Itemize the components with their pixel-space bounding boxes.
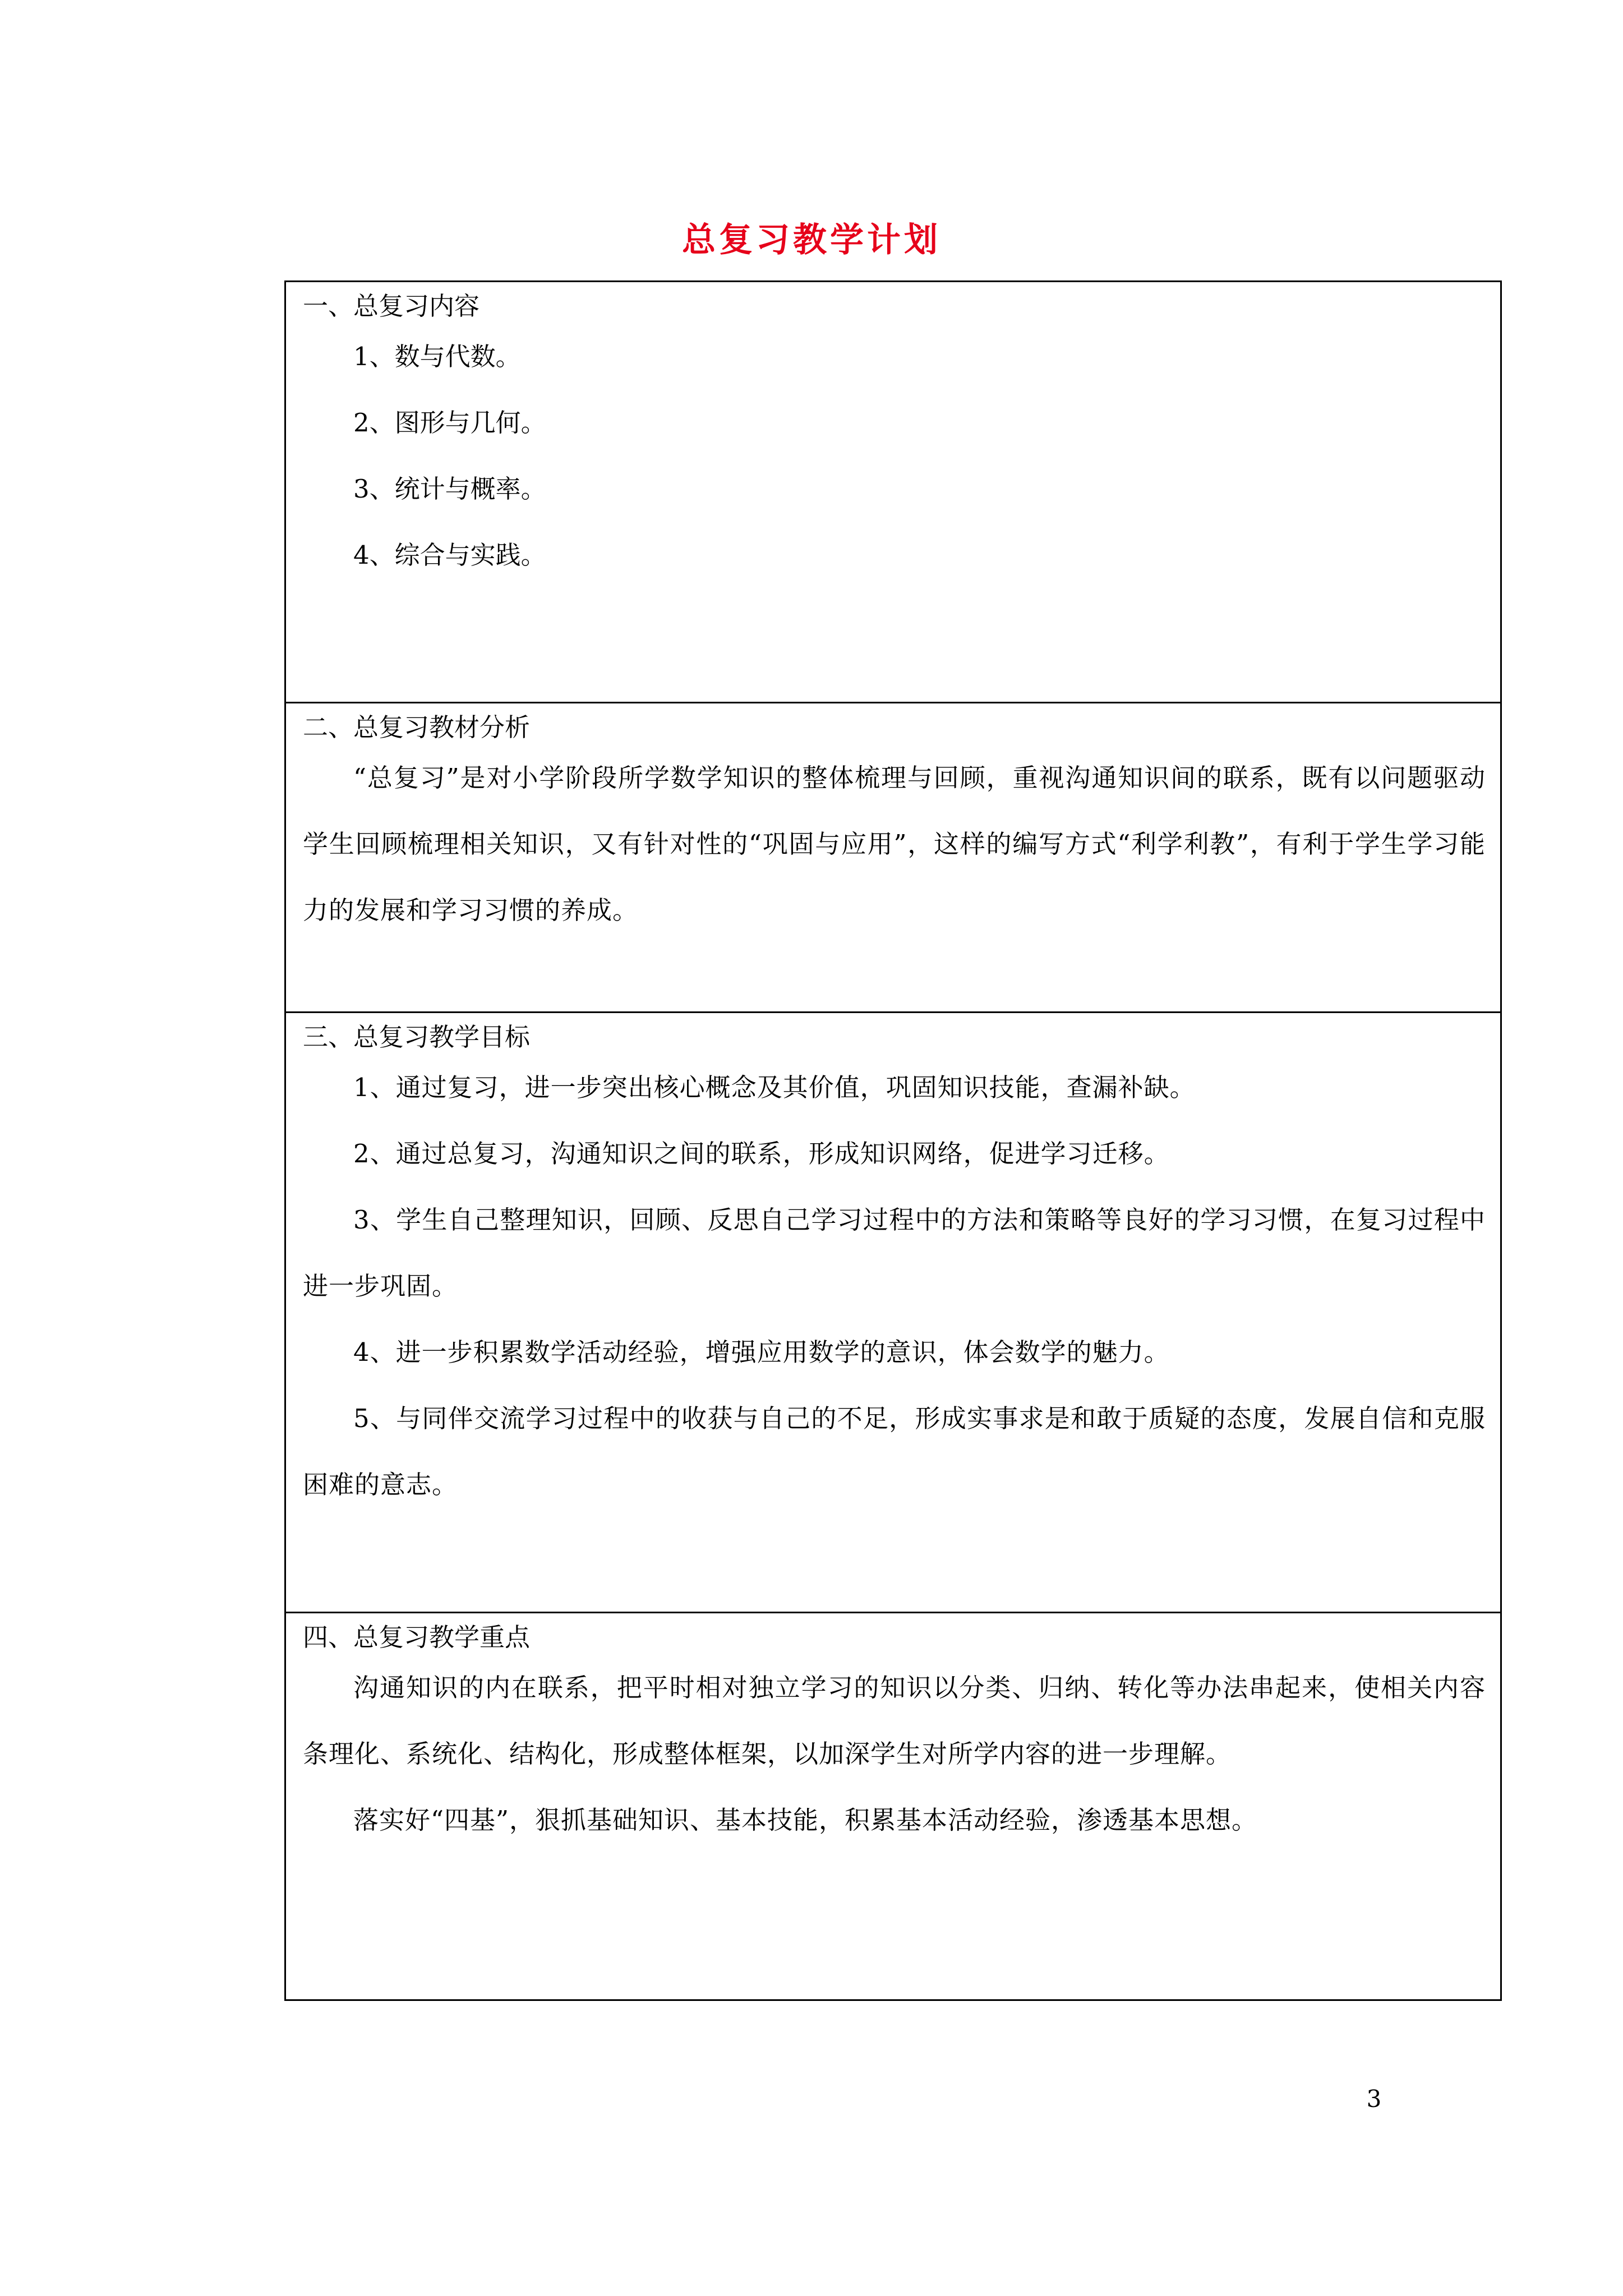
section-heading: 二、总复习教材分析	[303, 712, 531, 742]
list-item: 1、数与代数。	[353, 342, 521, 371]
paragraph: 4、进一步积累数学活动经验，增强应用数学的意识，体会数学的魅力。	[353, 1337, 1170, 1367]
list-item: 3、统计与概率。	[353, 474, 546, 504]
paragraph: 1、通过复习，进一步突出核心概念及其价值，巩固知识技能，查漏补缺。	[353, 1073, 1196, 1102]
list-item: 2、图形与几何。	[353, 408, 546, 438]
section-material-analysis	[286, 702, 1500, 1011]
section-review-content	[286, 282, 1500, 702]
list-item: 4、综合与实践。	[353, 540, 546, 570]
paragraph: 3、学生自己整理知识，回顾、反思自己学习过程中的方法和策略等良好的学习习惯，在复习过程中进一步巩固。	[303, 1205, 1486, 1301]
paragraph: “总复习”是对小学阶段所学数学知识的整体梳理与回顾，重视沟通知识间的联系，既有以问题驱动学生回顾梳理相关知识，又有针对性的“巩固与应用”，这样的编写方式“利学利教”，有利于学生学习能力的发展和学习习惯的养成。	[303, 763, 1486, 925]
section-heading: 三、总复习教学目标	[303, 1022, 531, 1052]
section-heading: 四、总复习教学重点	[303, 1622, 531, 1652]
paragraph: 2、通过总复习，沟通知识之间的联系，形成知识网络，促进学习迁移。	[353, 1139, 1170, 1168]
section-teaching-focus	[286, 1612, 1500, 1999]
page-title: 总复习教学计划	[682, 220, 941, 260]
page-number: 3	[1366, 2085, 1382, 2113]
plan-table	[284, 280, 1502, 2001]
section-heading: 一、总复习内容	[303, 291, 480, 321]
paragraph: 落实好“四基”，狠抓基础知识、基本技能，积累基本活动经验，渗透基本思想。	[353, 1805, 1258, 1835]
paragraph: 5、与同伴交流学习过程中的收获与自己的不足，形成实事求是和敢于质疑的态度，发展自信和克服困难的意志。	[303, 1404, 1486, 1499]
paragraph: 沟通知识的内在联系，把平时相对独立学习的知识以分类、归纳、转化等办法串起来，使相关内容条理化、系统化、结构化，形成整体框架，以加深学生对所学内容的进一步理解。	[303, 1673, 1486, 1769]
section-teaching-goals	[286, 1011, 1500, 1612]
